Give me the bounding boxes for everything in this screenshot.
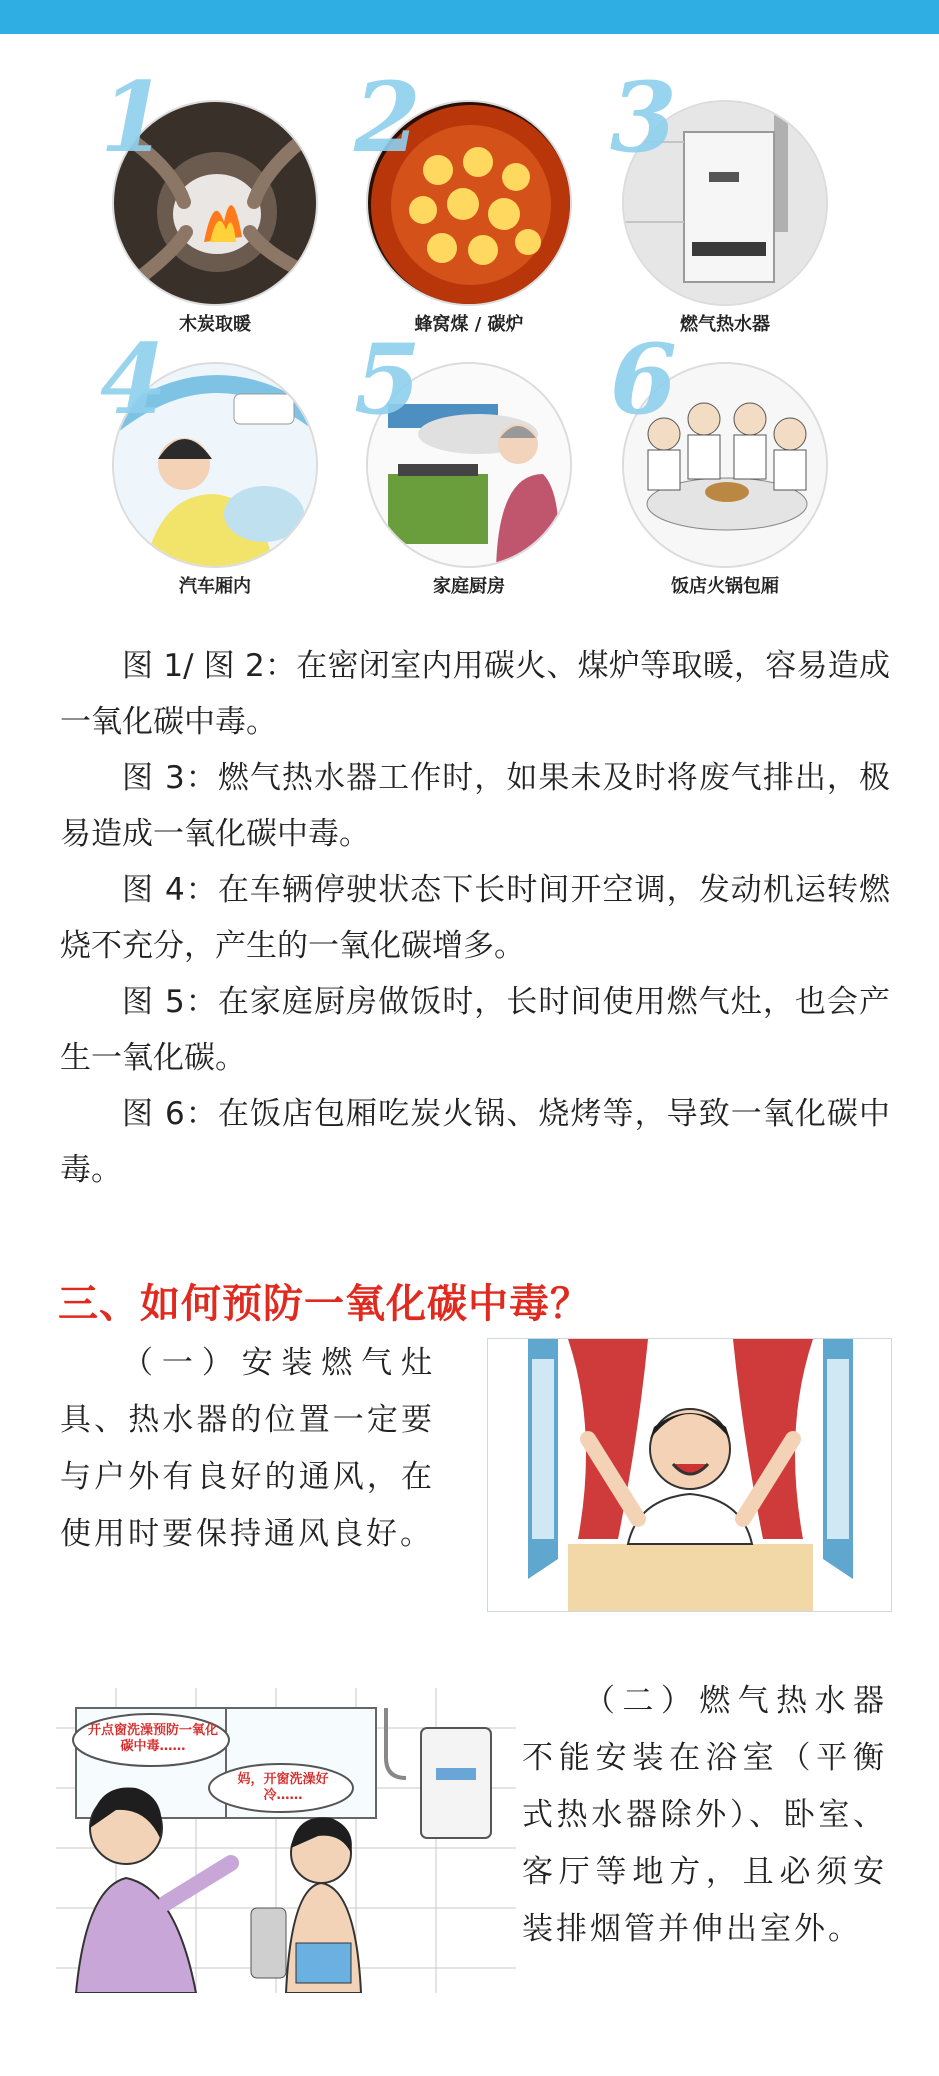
scene-caption-2: 蜂窝煤 / 碳炉 <box>414 314 524 335</box>
scene-caption-5: 家庭厨房 <box>433 576 505 597</box>
prevention-item-one: （一）安装燃气灶具、热水器的位置一定要与户外有良好的通风，在使用时要保持通风良好。 <box>60 1345 435 1552</box>
speech-bubble-child: 妈，开窗洗澡好冷…… <box>237 1772 329 1803</box>
scene-grid <box>0 61 939 610</box>
paragraph-figure-1-2: 图 1/ 图 2：在密闭室内用碳火、煤炉等取暖，容易造成一氧化碳中毒。 <box>60 648 890 740</box>
scene-number-4: 4 <box>100 323 167 436</box>
scene-3 <box>610 61 840 335</box>
scene-caption-6: 饭店火锅包厢 <box>671 576 779 597</box>
top-color-band <box>0 0 939 34</box>
scene-number-2: 2 <box>354 61 421 174</box>
scene-caption-4: 汽车厢内 <box>179 576 251 597</box>
bathroom-illustration <box>56 1688 516 1993</box>
paragraph-figure-6: 图 6：在饭店包厢吃炭火锅、烧烤等，导致一氧化碳中毒。 <box>60 1096 890 1188</box>
speech-bubble-mother: 开点窗洗澡预防一氧化碳中毒…… <box>88 1723 219 1754</box>
paragraph-figure-3: 图 3：燃气热水器工作时，如果未及时将废气排出，极易造成一氧化碳中毒。 <box>60 760 890 852</box>
scene-caption-3: 燃气热水器 <box>680 314 770 335</box>
scene-number-1: 1 <box>100 61 167 174</box>
prevention-item-two: （二）燃气热水器不能安装在浴室（平衡式热水器除外）、卧室、客厅等地方，且必须安装排烟管并伸出室外。 <box>522 1683 887 1947</box>
scene-number-3: 3 <box>610 61 677 174</box>
scene-caption-1: 木炭取暖 <box>179 314 251 335</box>
open-window-illustration <box>487 1338 892 1612</box>
scene-number-6: 6 <box>610 323 677 436</box>
scene-1 <box>100 61 330 335</box>
paragraph-figure-5: 图 5：在家庭厨房做饭时，长时间使用燃气灶，也会产生一氧化碳。 <box>60 984 890 1076</box>
paragraph-figure-4: 图 4：在车辆停驶状态下长时间开空调，发动机运转燃烧不充分，产生的一氧化碳增多。 <box>60 872 890 964</box>
scene-2 <box>354 61 584 335</box>
section-heading: 三、如何预防一氧化碳中毒？ <box>58 1280 591 1327</box>
figure-explanations <box>60 638 890 1198</box>
scene-number-5: 5 <box>354 323 421 436</box>
